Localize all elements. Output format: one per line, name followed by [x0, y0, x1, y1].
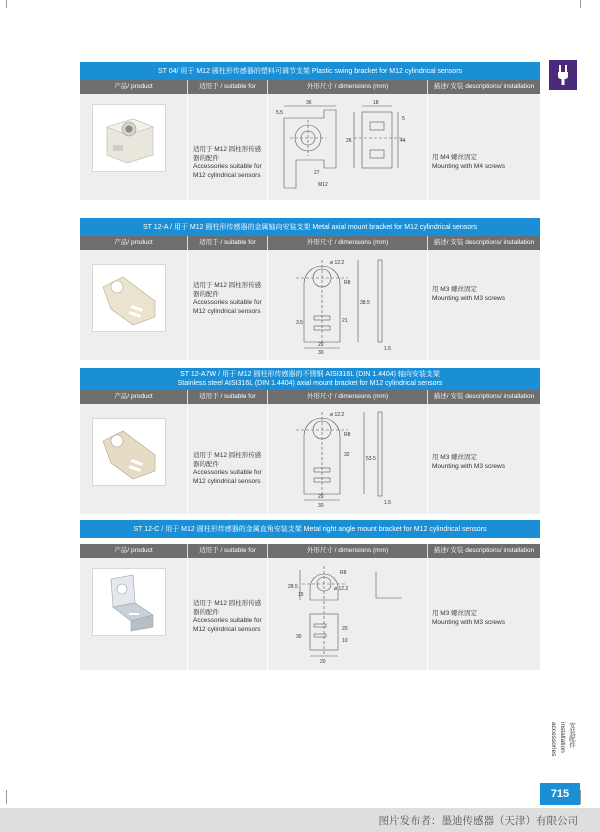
crop-mark — [580, 0, 581, 8]
product-section-st12a: ST 12-A / 用于 M12 圆柱形传感器的金属轴向安装支架 Metal axial mount bracket for M12 cylindrical sensors 产品/ product 适用于 / suitable for 外形尺寸 / dimensions (mm) 描述/ 安装 descriptions/ installation 适用于 M12 圆柱形传感器的配件 Accessories suitable for M12 cylindrical sensors ø 12.2 R8 38.5 21 3.5 20 30 1.5 用 M3 螺丝固定 Mounting with M3 screws — [80, 218, 540, 360]
dimension-drawing — [274, 408, 424, 510]
svg-text:R8: R8 — [344, 280, 351, 286]
svg-text:ø 12.2: ø 12.2 — [334, 586, 349, 592]
svg-text:5.5: 5.5 — [276, 110, 283, 116]
dimension-drawing — [274, 98, 424, 196]
crop-mark — [6, 0, 7, 8]
svg-text:30: 30 — [318, 350, 324, 356]
svg-text:10: 10 — [342, 638, 348, 644]
side-category: 安装配件 installation accessories — [550, 722, 575, 757]
svg-text:30: 30 — [296, 634, 302, 640]
section-title: ST 12-C / 用于 M12 圆柱形传感器的金属直角安装支架 Metal right angle mount bracket for M12 cylindrical sensors — [80, 520, 540, 538]
svg-text:53.5: 53.5 — [366, 456, 376, 462]
table-header: 产品/ product 适用于 / suitable for 外形尺寸 / dimensions (mm) 描述/ 安装 descriptions/ installation — [80, 390, 540, 404]
dimension-drawing — [274, 254, 424, 356]
section-title: ST 12-A / 用于 M12 圆柱形传感器的金属轴向安装支架 Metal axial mount bracket for M12 cylindrical sensors — [80, 218, 540, 236]
product-section-st12a7w: ST 12-A7W / 用于 M12 圆柱形传感器的不锈钢 AISI316L (DIN 1.4404) 轴向安装支架 Stainless steel AISI316L (DIN 1.4404) axial mount bracket for M12 cylindrical sensors 产品/ product 适用于 / suitable for 外形尺寸 / dimensions (mm) 描述/ 安装 descriptions/ installation 适用于 M12 圆柱形传感器的配件 Accessories suitable for M12 cylindrical sensors ø 12.2 R8 32 53.5 20 30 1.5 用 M3 螺丝固定 Mounting with M3 screws — [80, 368, 540, 514]
svg-text:R8: R8 — [344, 432, 351, 438]
table-header: 产品/ product 适用于 / suitable for 外形尺寸 / dimensions (mm) 描述/ 安装 descriptions/ installation — [80, 80, 540, 94]
page-number: 715 — [540, 783, 580, 805]
section-title: ST 12-A7W / 用于 M12 圆柱形传感器的不锈钢 AISI316L (DIN 1.4404) 轴向安装支架 Stainless steel AISI316L (DIN 1.4404) axial mount bracket for M12 cylindrical sensors — [80, 368, 540, 390]
svg-text:ø 12.2: ø 12.2 — [330, 260, 345, 266]
crop-mark — [580, 790, 581, 804]
footer-watermark: 图片发布者：墨迪传感器（天津）有限公司 — [0, 808, 600, 832]
svg-text:26: 26 — [346, 138, 352, 144]
svg-text:18: 18 — [373, 100, 379, 106]
crop-mark — [6, 790, 7, 804]
table-header: 产品/ product 适用于 / suitable for 外形尺寸 / dimensions (mm) 描述/ 安装 descriptions/ installation — [80, 236, 540, 250]
svg-text:36: 36 — [306, 100, 312, 106]
svg-text:5: 5 — [402, 116, 405, 122]
svg-text:27: 27 — [314, 170, 320, 176]
product-photo — [92, 104, 166, 172]
plug-icon — [556, 65, 570, 85]
section-title: ST 04/ 用于 M12 圆柱形传感器的塑料可调节支架 Plastic swing bracket for M12 cylindrical sensors — [80, 62, 540, 80]
svg-text:20: 20 — [320, 659, 326, 665]
svg-text:ø 12.2: ø 12.2 — [330, 412, 345, 418]
svg-text:1.5: 1.5 — [384, 500, 391, 506]
product-section-st12c: ST 12-C / 用于 M12 圆柱形传感器的金属直角安装支架 Metal right angle mount bracket for M12 cylindrical sensors 产品/ product 适用于 / suitable for 外形尺寸 / dimensions (mm) 描述/ 安装 descriptions/ installation 适用于 M12 圆柱形传感器的配件 Accessories suitable for M12 cylindrical sensors 28.5 R8 15 ø 12.2 20 30 10 20 用 M3 螺丝固定 Mounting with M3 screws — [80, 520, 540, 670]
svg-text:32: 32 — [344, 452, 350, 458]
table-header: 产品/ product 适用于 / suitable for 外形尺寸 / dimensions (mm) 描述/ 安装 descriptions/ installation — [80, 544, 540, 558]
svg-text:20: 20 — [318, 342, 324, 348]
product-photo — [92, 418, 166, 486]
dimension-drawing — [274, 562, 424, 666]
category-tab[interactable] — [549, 60, 577, 90]
svg-text:38.5: 38.5 — [360, 300, 370, 306]
product-photo — [92, 264, 166, 332]
svg-text:28.5: 28.5 — [288, 584, 298, 590]
svg-text:1.5: 1.5 — [384, 346, 391, 352]
svg-text:21: 21 — [342, 318, 348, 324]
svg-text:M12: M12 — [318, 182, 328, 188]
svg-text:20: 20 — [342, 626, 348, 632]
svg-text:15: 15 — [298, 592, 304, 598]
svg-text:3.5: 3.5 — [296, 320, 303, 326]
svg-text:20: 20 — [318, 494, 324, 500]
svg-text:R8: R8 — [340, 570, 347, 576]
svg-text:44: 44 — [400, 138, 406, 144]
product-section-st04: ST 04/ 用于 M12 圆柱形传感器的塑料可调节支架 Plastic swing bracket for M12 cylindrical sensors 产品/ product 适用于 / suitable for 外形尺寸 / dimensions (mm) 描述/ 安装 descriptions/ installation 适用于 M12 圆柱形传感器的配件 Accessories suitable for M12 cylindrical sensors 36 5.5 18 5 44 26 27 M12 用 M4 螺丝固定 Mounting with M4 screws — [80, 62, 540, 200]
product-photo — [92, 568, 166, 636]
svg-text:30: 30 — [318, 503, 324, 509]
